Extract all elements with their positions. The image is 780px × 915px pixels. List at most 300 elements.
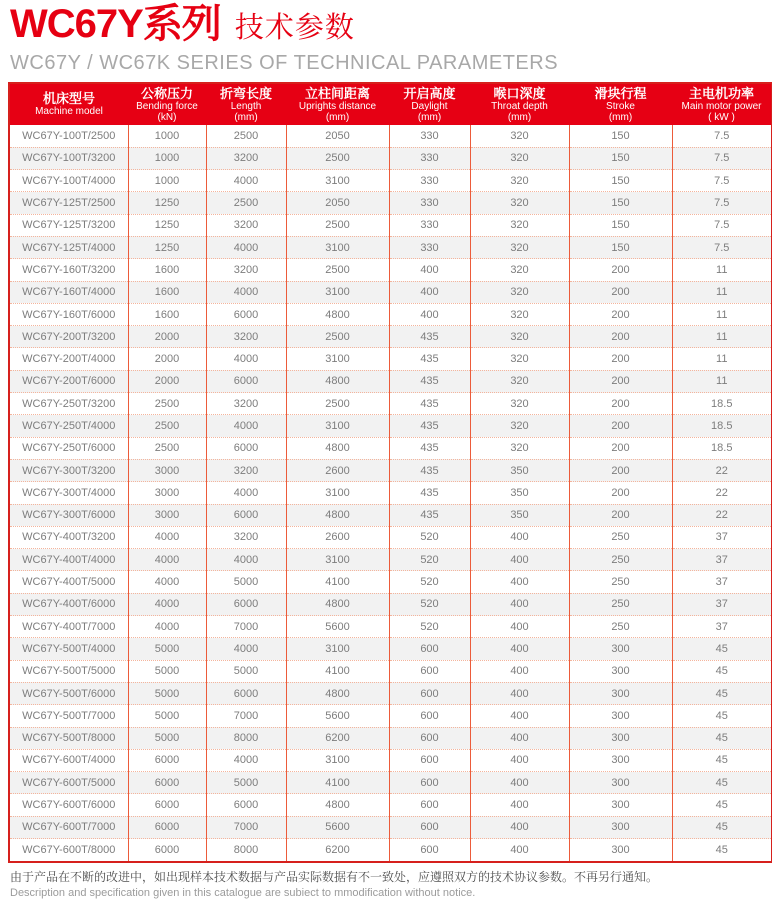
- value-cell: 2500: [128, 415, 206, 437]
- value-cell: 4800: [286, 370, 389, 392]
- value-cell: 18.5: [672, 393, 771, 415]
- value-cell: 2600: [286, 526, 389, 548]
- disclaimer-cn: 由于产品在不断的改进中，如出现样本技术数据与产品实际数据有不一致处，应遵照双方的技术协议参数。不再另行通知。: [10, 869, 659, 884]
- value-cell: 350: [470, 482, 569, 504]
- table-row: [10, 370, 771, 392]
- value-cell: 2500: [128, 393, 206, 415]
- table-row: [10, 682, 771, 704]
- value-cell: 330: [389, 236, 470, 258]
- value-cell: 200: [569, 459, 672, 481]
- value-cell: 3200: [206, 526, 286, 548]
- value-cell: 400: [470, 660, 569, 682]
- value-cell: 320: [470, 415, 569, 437]
- value-cell: 200: [569, 326, 672, 348]
- value-cell: 400: [470, 772, 569, 794]
- value-cell: 350: [470, 504, 569, 526]
- value-cell: 400: [470, 638, 569, 660]
- value-cell: 6000: [128, 772, 206, 794]
- value-cell: 45: [672, 682, 771, 704]
- machine-model-cell: WC67Y-400T/3200: [10, 526, 128, 548]
- table-row: [10, 549, 771, 571]
- value-cell: 22: [672, 482, 771, 504]
- value-cell: 1000: [128, 125, 206, 147]
- value-cell: 4000: [128, 571, 206, 593]
- value-cell: 320: [470, 437, 569, 459]
- value-cell: 300: [569, 705, 672, 727]
- column-header-unit: (mm): [325, 111, 350, 123]
- table-row: [10, 236, 771, 258]
- value-cell: 3100: [286, 482, 389, 504]
- value-cell: 330: [389, 170, 470, 192]
- column-header-unit: (mm): [608, 111, 633, 123]
- value-cell: 5000: [128, 682, 206, 704]
- value-cell: 2500: [286, 326, 389, 348]
- value-cell: 6000: [206, 370, 286, 392]
- value-cell: 200: [569, 393, 672, 415]
- table-row: [10, 125, 771, 147]
- value-cell: 300: [569, 816, 672, 838]
- table-row: [10, 794, 771, 816]
- value-cell: 150: [569, 125, 672, 147]
- column-header-cn: 主电机功率: [688, 85, 754, 101]
- value-cell: 6000: [128, 839, 206, 861]
- value-cell: 1250: [128, 192, 206, 214]
- value-cell: 200: [569, 303, 672, 325]
- value-cell: 3100: [286, 549, 389, 571]
- table-row: [10, 393, 771, 415]
- value-cell: 3200: [206, 459, 286, 481]
- value-cell: 1000: [128, 170, 206, 192]
- table-row: [10, 170, 771, 192]
- parameters-table: [10, 84, 771, 861]
- machine-model-cell: WC67Y-300T/4000: [10, 482, 128, 504]
- value-cell: 7000: [206, 705, 286, 727]
- machine-model-cell: WC67Y-100T/2500: [10, 125, 128, 147]
- machine-model-cell: WC67Y-300T/3200: [10, 459, 128, 481]
- value-cell: 200: [569, 370, 672, 392]
- value-cell: 11: [672, 259, 771, 281]
- value-cell: 300: [569, 794, 672, 816]
- table-row: [10, 504, 771, 526]
- value-cell: 150: [569, 192, 672, 214]
- value-cell: 4000: [128, 526, 206, 548]
- value-cell: 11: [672, 303, 771, 325]
- machine-model-cell: WC67Y-160T/4000: [10, 281, 128, 303]
- column-header: [128, 84, 206, 125]
- value-cell: 45: [672, 772, 771, 794]
- table-row: [10, 727, 771, 749]
- value-cell: 4000: [206, 281, 286, 303]
- value-cell: 320: [470, 303, 569, 325]
- value-cell: 400: [470, 616, 569, 638]
- parameters-table-container: [8, 82, 772, 863]
- value-cell: 1000: [128, 147, 206, 169]
- value-cell: 6000: [206, 437, 286, 459]
- machine-model-cell: WC67Y-200T/3200: [10, 326, 128, 348]
- value-cell: 5000: [128, 638, 206, 660]
- table-header-row: [10, 84, 771, 125]
- value-cell: 3100: [286, 281, 389, 303]
- table-row: [10, 281, 771, 303]
- table-row: [10, 593, 771, 615]
- value-cell: 6000: [206, 504, 286, 526]
- value-cell: 4800: [286, 504, 389, 526]
- column-header-en: Bending force: [136, 100, 198, 112]
- value-cell: 3100: [286, 348, 389, 370]
- value-cell: 600: [389, 682, 470, 704]
- value-cell: 300: [569, 727, 672, 749]
- machine-model-cell: WC67Y-400T/7000: [10, 616, 128, 638]
- value-cell: 200: [569, 504, 672, 526]
- table-row: [10, 839, 771, 861]
- machine-model-cell: WC67Y-125T/4000: [10, 236, 128, 258]
- value-cell: 330: [389, 192, 470, 214]
- value-cell: 5000: [206, 772, 286, 794]
- table-row: [10, 616, 771, 638]
- value-cell: 7.5: [672, 192, 771, 214]
- value-cell: 150: [569, 170, 672, 192]
- value-cell: 200: [569, 259, 672, 281]
- table-row: [10, 526, 771, 548]
- value-cell: 250: [569, 616, 672, 638]
- title-line: [10, 2, 770, 50]
- value-cell: 400: [470, 794, 569, 816]
- machine-model-cell: WC67Y-600T/4000: [10, 749, 128, 771]
- value-cell: 200: [569, 348, 672, 370]
- value-cell: 400: [470, 682, 569, 704]
- value-cell: 4100: [286, 772, 389, 794]
- value-cell: 150: [569, 214, 672, 236]
- value-cell: 1250: [128, 214, 206, 236]
- value-cell: 1600: [128, 303, 206, 325]
- value-cell: 320: [470, 370, 569, 392]
- page-title: WC67Y系列: [10, 2, 221, 46]
- value-cell: 6000: [206, 303, 286, 325]
- value-cell: 45: [672, 749, 771, 771]
- value-cell: 435: [389, 459, 470, 481]
- value-cell: 4000: [128, 616, 206, 638]
- column-header-unit: (mm): [234, 111, 258, 123]
- value-cell: 320: [470, 125, 569, 147]
- value-cell: 400: [470, 727, 569, 749]
- value-cell: 200: [569, 482, 672, 504]
- value-cell: 7.5: [672, 236, 771, 258]
- value-cell: 3000: [128, 459, 206, 481]
- value-cell: 300: [569, 682, 672, 704]
- value-cell: 4000: [128, 549, 206, 571]
- value-cell: 435: [389, 415, 470, 437]
- value-cell: 3200: [206, 147, 286, 169]
- value-cell: 320: [470, 393, 569, 415]
- value-cell: 6000: [206, 794, 286, 816]
- machine-model-cell: WC67Y-100T/4000: [10, 170, 128, 192]
- value-cell: 320: [470, 214, 569, 236]
- value-cell: 4000: [206, 749, 286, 771]
- column-header-en: Stroke: [606, 100, 635, 112]
- value-cell: 4100: [286, 571, 389, 593]
- page-title-suffix: 技术参数: [234, 12, 355, 44]
- value-cell: 435: [389, 348, 470, 370]
- value-cell: 350: [470, 459, 569, 481]
- value-cell: 300: [569, 749, 672, 771]
- value-cell: 37: [672, 593, 771, 615]
- value-cell: 4000: [206, 549, 286, 571]
- value-cell: 5000: [128, 660, 206, 682]
- value-cell: 4800: [286, 303, 389, 325]
- value-cell: 3100: [286, 415, 389, 437]
- value-cell: 600: [389, 794, 470, 816]
- value-cell: 4100: [286, 660, 389, 682]
- value-cell: 330: [389, 147, 470, 169]
- value-cell: 2600: [286, 459, 389, 481]
- column-header-unit: (mm): [417, 111, 442, 123]
- column-header-cn: 滑块行程: [594, 85, 647, 101]
- column-header-cn: 开启高度: [403, 85, 456, 101]
- value-cell: 2500: [286, 147, 389, 169]
- value-cell: 5600: [286, 816, 389, 838]
- column-header: [470, 84, 569, 125]
- value-cell: 18.5: [672, 437, 771, 459]
- value-cell: 45: [672, 705, 771, 727]
- value-cell: 200: [569, 437, 672, 459]
- value-cell: 37: [672, 549, 771, 571]
- value-cell: 6000: [128, 794, 206, 816]
- value-cell: 435: [389, 504, 470, 526]
- value-cell: 200: [569, 281, 672, 303]
- table-row: [10, 571, 771, 593]
- column-header-en: Daylight: [411, 100, 448, 112]
- value-cell: 400: [470, 705, 569, 727]
- value-cell: 600: [389, 816, 470, 838]
- value-cell: 4800: [286, 794, 389, 816]
- value-cell: 45: [672, 660, 771, 682]
- value-cell: 1250: [128, 236, 206, 258]
- value-cell: 4800: [286, 593, 389, 615]
- column-header: [389, 84, 470, 125]
- value-cell: 300: [569, 660, 672, 682]
- machine-model-cell: WC67Y-400T/6000: [10, 593, 128, 615]
- column-header: [286, 84, 389, 125]
- value-cell: 22: [672, 459, 771, 481]
- machine-model-cell: WC67Y-500T/5000: [10, 660, 128, 682]
- value-cell: 11: [672, 281, 771, 303]
- value-cell: 45: [672, 816, 771, 838]
- value-cell: 400: [470, 593, 569, 615]
- page-footer: [0, 863, 780, 900]
- value-cell: 3000: [128, 482, 206, 504]
- table-row: [10, 749, 771, 771]
- column-header-unit: ( kW ): [708, 111, 735, 123]
- value-cell: 1600: [128, 281, 206, 303]
- machine-model-cell: WC67Y-500T/4000: [10, 638, 128, 660]
- value-cell: 3200: [206, 393, 286, 415]
- table-row: [10, 326, 771, 348]
- column-header-unit: (mm): [507, 111, 532, 123]
- value-cell: 600: [389, 772, 470, 794]
- machine-model-cell: WC67Y-160T/3200: [10, 259, 128, 281]
- value-cell: 200: [569, 415, 672, 437]
- value-cell: 320: [470, 348, 569, 370]
- value-cell: 2500: [286, 214, 389, 236]
- column-header-cn: 立柱间距离: [304, 85, 370, 101]
- value-cell: 45: [672, 727, 771, 749]
- column-header-en: Throat depth: [491, 100, 548, 112]
- value-cell: 400: [470, 816, 569, 838]
- value-cell: 600: [389, 705, 470, 727]
- machine-model-cell: WC67Y-100T/3200: [10, 147, 128, 169]
- machine-model-cell: WC67Y-160T/6000: [10, 303, 128, 325]
- value-cell: 520: [389, 549, 470, 571]
- value-cell: 6000: [206, 682, 286, 704]
- value-cell: 320: [470, 281, 569, 303]
- value-cell: 250: [569, 593, 672, 615]
- machine-model-cell: WC67Y-200T/4000: [10, 348, 128, 370]
- machine-model-cell: WC67Y-250T/6000: [10, 437, 128, 459]
- value-cell: 600: [389, 839, 470, 861]
- value-cell: 2500: [128, 437, 206, 459]
- value-cell: 45: [672, 839, 771, 861]
- value-cell: 4000: [206, 415, 286, 437]
- table-row: [10, 303, 771, 325]
- value-cell: 11: [672, 370, 771, 392]
- column-header: [10, 84, 128, 125]
- value-cell: 11: [672, 326, 771, 348]
- value-cell: 4000: [128, 593, 206, 615]
- value-cell: 5600: [286, 705, 389, 727]
- value-cell: 7.5: [672, 214, 771, 236]
- machine-model-cell: WC67Y-400T/5000: [10, 571, 128, 593]
- value-cell: 600: [389, 660, 470, 682]
- value-cell: 400: [470, 571, 569, 593]
- machine-model-cell: WC67Y-500T/6000: [10, 682, 128, 704]
- value-cell: 5000: [206, 660, 286, 682]
- machine-model-cell: WC67Y-600T/8000: [10, 839, 128, 861]
- value-cell: 150: [569, 236, 672, 258]
- value-cell: 320: [470, 170, 569, 192]
- machine-model-cell: WC67Y-600T/7000: [10, 816, 128, 838]
- value-cell: 7.5: [672, 147, 771, 169]
- column-header-cn: 喉口深度: [493, 85, 546, 101]
- table-body: [10, 125, 771, 861]
- table-row: [10, 816, 771, 838]
- value-cell: 435: [389, 482, 470, 504]
- machine-model-cell: WC67Y-125T/2500: [10, 192, 128, 214]
- table-row: [10, 660, 771, 682]
- column-header: [672, 84, 771, 125]
- value-cell: 11: [672, 348, 771, 370]
- value-cell: 400: [470, 526, 569, 548]
- value-cell: 320: [470, 147, 569, 169]
- value-cell: 2500: [286, 259, 389, 281]
- value-cell: 600: [389, 638, 470, 660]
- value-cell: 250: [569, 571, 672, 593]
- value-cell: 435: [389, 393, 470, 415]
- value-cell: 3000: [128, 504, 206, 526]
- value-cell: 4000: [206, 170, 286, 192]
- value-cell: 400: [470, 549, 569, 571]
- value-cell: 320: [470, 326, 569, 348]
- value-cell: 45: [672, 794, 771, 816]
- value-cell: 8000: [206, 727, 286, 749]
- value-cell: 330: [389, 214, 470, 236]
- value-cell: 6000: [128, 816, 206, 838]
- value-cell: 300: [569, 839, 672, 861]
- page-header: [0, 0, 780, 75]
- machine-model-cell: WC67Y-400T/4000: [10, 549, 128, 571]
- value-cell: 2050: [286, 125, 389, 147]
- value-cell: 4800: [286, 682, 389, 704]
- table-row: [10, 259, 771, 281]
- value-cell: 37: [672, 616, 771, 638]
- value-cell: 520: [389, 526, 470, 548]
- value-cell: 600: [389, 727, 470, 749]
- value-cell: 2050: [286, 192, 389, 214]
- value-cell: 435: [389, 326, 470, 348]
- column-header-en: Uprights distance: [298, 100, 377, 112]
- value-cell: 3200: [206, 214, 286, 236]
- column-header: [569, 84, 672, 125]
- value-cell: 400: [470, 839, 569, 861]
- table-row: [10, 415, 771, 437]
- value-cell: 4000: [206, 348, 286, 370]
- value-cell: 37: [672, 526, 771, 548]
- value-cell: 2500: [286, 393, 389, 415]
- table-row: [10, 214, 771, 236]
- value-cell: 45: [672, 638, 771, 660]
- column-header: [206, 84, 286, 125]
- value-cell: 1600: [128, 259, 206, 281]
- value-cell: 400: [470, 749, 569, 771]
- machine-model-cell: WC67Y-500T/8000: [10, 727, 128, 749]
- machine-model-cell: WC67Y-125T/3200: [10, 214, 128, 236]
- value-cell: 6000: [206, 593, 286, 615]
- value-cell: 300: [569, 638, 672, 660]
- value-cell: 3100: [286, 749, 389, 771]
- value-cell: 8000: [206, 839, 286, 861]
- value-cell: 3200: [206, 259, 286, 281]
- machine-model-cell: WC67Y-600T/6000: [10, 794, 128, 816]
- value-cell: 330: [389, 125, 470, 147]
- column-header-en: Length: [230, 100, 262, 112]
- table-row: [10, 705, 771, 727]
- value-cell: 400: [389, 303, 470, 325]
- value-cell: 7000: [206, 616, 286, 638]
- table-row: [10, 772, 771, 794]
- value-cell: 2000: [128, 348, 206, 370]
- value-cell: 4000: [206, 236, 286, 258]
- value-cell: 7000: [206, 816, 286, 838]
- value-cell: 4800: [286, 437, 389, 459]
- value-cell: 4000: [206, 638, 286, 660]
- value-cell: 7.5: [672, 170, 771, 192]
- table-row: [10, 638, 771, 660]
- value-cell: 7.5: [672, 125, 771, 147]
- value-cell: 250: [569, 549, 672, 571]
- machine-model-cell: WC67Y-200T/6000: [10, 370, 128, 392]
- value-cell: 3100: [286, 638, 389, 660]
- value-cell: 150: [569, 147, 672, 169]
- value-cell: 4000: [206, 482, 286, 504]
- value-cell: 300: [569, 772, 672, 794]
- value-cell: 6200: [286, 839, 389, 861]
- value-cell: 5000: [128, 727, 206, 749]
- value-cell: 320: [470, 259, 569, 281]
- value-cell: 22: [672, 504, 771, 526]
- value-cell: 520: [389, 616, 470, 638]
- value-cell: 2000: [128, 370, 206, 392]
- value-cell: 2500: [206, 192, 286, 214]
- page-subtitle: WC67Y / WC67K SERIES OF TECHNICAL PARAMETERS: [10, 52, 559, 74]
